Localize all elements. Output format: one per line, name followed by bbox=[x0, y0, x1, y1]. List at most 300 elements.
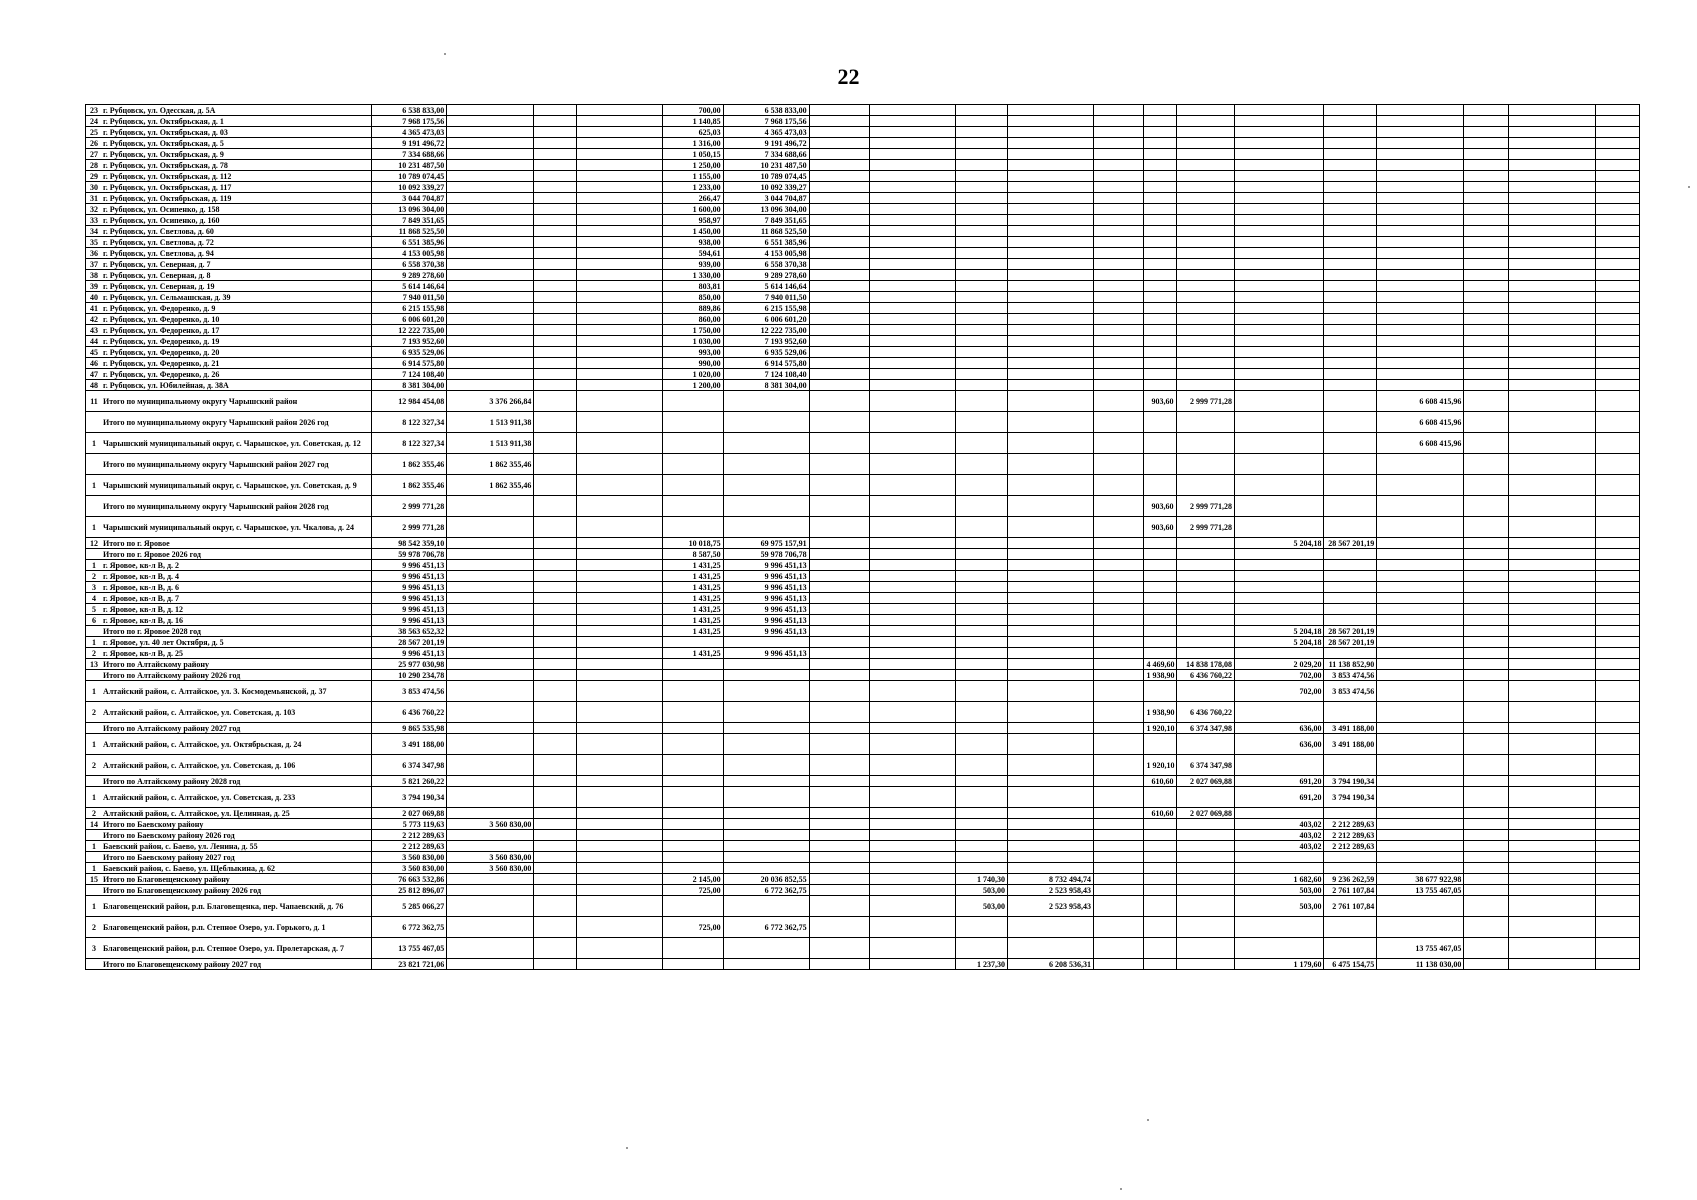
value-cell: 1 862 355,46 bbox=[447, 454, 534, 475]
table-row bbox=[86, 248, 1640, 259]
value-cell bbox=[1324, 604, 1377, 615]
value-cell: 2 212 289,63 bbox=[1324, 830, 1377, 841]
row-label-cell bbox=[86, 314, 372, 325]
value-cell: 12 984 454,08 bbox=[371, 391, 447, 412]
row-number: 11 bbox=[90, 396, 98, 406]
value-cell bbox=[1596, 517, 1640, 538]
value-cell bbox=[1007, 830, 1093, 841]
table-row bbox=[86, 215, 1640, 226]
value-cell bbox=[447, 874, 534, 885]
row-label: Чарышский муниципальный округ, с. Чарышское, ул. Советская, д. 9 bbox=[103, 480, 357, 490]
row-label: Баевский район, с. Баево, ул. Ленина, д. 55 bbox=[103, 841, 258, 851]
value-cell: 3 794 190,34 bbox=[1324, 776, 1377, 787]
value-cell bbox=[1176, 171, 1234, 182]
value-cell bbox=[1509, 808, 1596, 819]
value-cell bbox=[534, 808, 576, 819]
value-cell bbox=[1176, 412, 1234, 433]
row-label-cell bbox=[86, 959, 372, 970]
value-cell bbox=[1324, 412, 1377, 433]
value-cell bbox=[1596, 138, 1640, 149]
row-label: Алтайский район, с. Алтайское, ул. Советская, д. 106 bbox=[103, 760, 296, 770]
value-cell bbox=[1377, 281, 1464, 292]
value-cell bbox=[1144, 270, 1176, 281]
value-cell bbox=[1377, 149, 1464, 160]
value-cell bbox=[956, 852, 1008, 863]
value-cell: 1 431,25 bbox=[662, 615, 723, 626]
value-cell bbox=[809, 819, 870, 830]
value-cell bbox=[1464, 776, 1509, 787]
value-cell bbox=[1176, 204, 1234, 215]
value-cell bbox=[1509, 874, 1596, 885]
row-label: г. Рубцовск, ул. Одесская, д. 5А bbox=[103, 105, 216, 115]
value-cell bbox=[1324, 259, 1377, 270]
table-row bbox=[86, 454, 1640, 475]
row-label: г. Рубцовск, ул. Октябрьская, д. 9 bbox=[103, 149, 224, 159]
value-cell bbox=[1144, 105, 1176, 116]
value-cell bbox=[1093, 734, 1143, 755]
value-cell bbox=[1176, 582, 1234, 593]
value-cell bbox=[956, 538, 1008, 549]
value-cell bbox=[870, 496, 956, 517]
value-cell bbox=[1093, 270, 1143, 281]
value-cell bbox=[1596, 454, 1640, 475]
value-cell bbox=[870, 105, 956, 116]
value-cell bbox=[1144, 885, 1176, 896]
value-cell bbox=[870, 259, 956, 270]
table-row bbox=[86, 292, 1640, 303]
value-cell bbox=[1176, 917, 1234, 938]
value-cell bbox=[870, 475, 956, 496]
value-cell bbox=[1324, 127, 1377, 138]
value-cell: 2 212 289,63 bbox=[1324, 819, 1377, 830]
table-row bbox=[86, 105, 1640, 116]
value-cell bbox=[534, 755, 576, 776]
value-cell bbox=[1377, 347, 1464, 358]
value-cell bbox=[809, 776, 870, 787]
value-cell bbox=[534, 193, 576, 204]
value-cell bbox=[809, 369, 870, 380]
value-cell bbox=[1464, 734, 1509, 755]
value-cell bbox=[1377, 702, 1464, 723]
row-label: г. Рубцовск, ул. Светлова, д. 94 bbox=[103, 248, 214, 258]
value-cell: 803,81 bbox=[662, 281, 723, 292]
value-cell bbox=[1464, 226, 1509, 237]
value-cell bbox=[576, 841, 662, 852]
value-cell bbox=[1509, 648, 1596, 659]
value-cell bbox=[576, 648, 662, 659]
row-number: 3 bbox=[92, 943, 96, 953]
value-cell: 1 740,30 bbox=[956, 874, 1008, 885]
value-cell bbox=[956, 830, 1008, 841]
value-cell bbox=[1464, 433, 1509, 454]
value-cell bbox=[1464, 475, 1509, 496]
value-cell bbox=[534, 549, 576, 560]
value-cell bbox=[447, 571, 534, 582]
value-cell bbox=[1235, 303, 1324, 314]
value-cell bbox=[662, 475, 723, 496]
table-row bbox=[86, 755, 1640, 776]
value-cell bbox=[1596, 593, 1640, 604]
row-number: 5 bbox=[92, 604, 96, 614]
value-cell bbox=[534, 787, 576, 808]
value-cell bbox=[1464, 938, 1509, 959]
value-cell bbox=[723, 938, 809, 959]
row-label: Итого по Баевскому району 2026 год bbox=[103, 830, 235, 840]
value-cell bbox=[723, 841, 809, 852]
row-label: Благовещенский район, р.п. Степное Озеро, ул. Горького, д. 1 bbox=[103, 922, 326, 932]
value-cell bbox=[1324, 917, 1377, 938]
table-row bbox=[86, 259, 1640, 270]
value-cell bbox=[534, 138, 576, 149]
value-cell: 11 138 030,00 bbox=[1377, 959, 1464, 970]
value-cell bbox=[447, 204, 534, 215]
value-cell: 7 193 952,60 bbox=[723, 336, 809, 347]
value-cell bbox=[870, 226, 956, 237]
value-cell bbox=[1007, 723, 1093, 734]
value-cell bbox=[576, 204, 662, 215]
value-cell bbox=[576, 105, 662, 116]
value-cell: 10 231 487,50 bbox=[371, 160, 447, 171]
value-cell bbox=[1509, 841, 1596, 852]
row-label: г. Яровое, кв-л В, д. 12 bbox=[103, 604, 184, 614]
value-cell bbox=[956, 204, 1008, 215]
value-cell: 903,60 bbox=[1144, 496, 1176, 517]
value-cell bbox=[447, 959, 534, 970]
value-cell bbox=[576, 182, 662, 193]
row-label: г. Рубцовск, ул. Октябрьская, д. 119 bbox=[103, 193, 232, 203]
row-number: 38 bbox=[90, 270, 98, 280]
value-cell bbox=[1176, 896, 1234, 917]
value-cell bbox=[1235, 412, 1324, 433]
row-label-cell bbox=[86, 670, 372, 681]
value-cell bbox=[662, 852, 723, 863]
value-cell bbox=[1176, 475, 1234, 496]
value-cell bbox=[1324, 215, 1377, 226]
value-cell bbox=[1324, 281, 1377, 292]
table-row bbox=[86, 149, 1640, 160]
value-cell bbox=[1144, 538, 1176, 549]
value-cell bbox=[1596, 127, 1640, 138]
value-cell bbox=[1176, 369, 1234, 380]
value-cell bbox=[1093, 358, 1143, 369]
value-cell bbox=[1176, 841, 1234, 852]
value-cell bbox=[1596, 369, 1640, 380]
value-cell bbox=[1324, 358, 1377, 369]
value-cell bbox=[447, 841, 534, 852]
value-cell bbox=[447, 182, 534, 193]
value-cell bbox=[1176, 215, 1234, 226]
value-cell bbox=[1596, 412, 1640, 433]
value-cell bbox=[576, 270, 662, 281]
value-cell: 860,00 bbox=[662, 314, 723, 325]
row-label-cell bbox=[86, 538, 372, 549]
value-cell bbox=[1377, 237, 1464, 248]
value-cell bbox=[1377, 734, 1464, 755]
table-row bbox=[86, 116, 1640, 127]
value-cell bbox=[534, 637, 576, 648]
row-number: 32 bbox=[90, 204, 98, 214]
row-label: г. Рубцовск, ул. Федоренко, д. 20 bbox=[103, 347, 220, 357]
row-label: Итого по Алтайскому району 2026 год bbox=[103, 670, 241, 680]
row-label-cell bbox=[86, 938, 372, 959]
value-cell bbox=[870, 412, 956, 433]
value-cell bbox=[662, 659, 723, 670]
value-cell bbox=[1377, 270, 1464, 281]
value-cell bbox=[1324, 270, 1377, 281]
row-label: г. Рубцовск, ул. Северная, д. 8 bbox=[103, 270, 211, 280]
value-cell bbox=[870, 593, 956, 604]
value-cell: 28 567 201,19 bbox=[1324, 626, 1377, 637]
value-cell bbox=[1144, 127, 1176, 138]
value-cell bbox=[1144, 182, 1176, 193]
value-cell: 3 044 704,87 bbox=[371, 193, 447, 204]
value-cell bbox=[1464, 259, 1509, 270]
value-cell bbox=[956, 475, 1008, 496]
value-cell: 4 365 473,03 bbox=[371, 127, 447, 138]
value-cell bbox=[447, 637, 534, 648]
row-number: 12 bbox=[90, 538, 98, 548]
value-cell bbox=[956, 787, 1008, 808]
value-cell: 3 853 474,56 bbox=[1324, 681, 1377, 702]
value-cell bbox=[1144, 237, 1176, 248]
value-cell: 610,60 bbox=[1144, 808, 1176, 819]
value-cell: 6 558 370,38 bbox=[723, 259, 809, 270]
row-label-cell bbox=[86, 659, 372, 670]
value-cell bbox=[956, 659, 1008, 670]
value-cell bbox=[1324, 582, 1377, 593]
value-cell bbox=[1596, 659, 1640, 670]
value-cell bbox=[576, 380, 662, 391]
value-cell bbox=[1324, 560, 1377, 571]
value-cell bbox=[1377, 204, 1464, 215]
row-label-cell bbox=[86, 615, 372, 626]
value-cell bbox=[723, 454, 809, 475]
value-cell: 702,00 bbox=[1235, 681, 1324, 702]
value-cell bbox=[1377, 226, 1464, 237]
value-cell bbox=[534, 391, 576, 412]
row-label-cell bbox=[86, 160, 372, 171]
value-cell bbox=[1464, 863, 1509, 874]
value-cell bbox=[870, 215, 956, 226]
value-cell bbox=[1324, 755, 1377, 776]
value-cell bbox=[870, 270, 956, 281]
value-cell bbox=[447, 787, 534, 808]
value-cell bbox=[1093, 670, 1143, 681]
value-cell bbox=[1007, 648, 1093, 659]
value-cell: 8 732 494,74 bbox=[1007, 874, 1093, 885]
value-cell: 1 431,25 bbox=[662, 571, 723, 582]
value-cell bbox=[809, 723, 870, 734]
value-cell bbox=[1235, 648, 1324, 659]
value-cell bbox=[447, 281, 534, 292]
value-cell bbox=[534, 615, 576, 626]
value-cell: 1 862 355,46 bbox=[371, 475, 447, 496]
value-cell bbox=[534, 917, 576, 938]
value-cell: 702,00 bbox=[1235, 670, 1324, 681]
value-cell bbox=[956, 127, 1008, 138]
value-cell bbox=[956, 702, 1008, 723]
value-cell bbox=[1093, 659, 1143, 670]
value-cell bbox=[1176, 560, 1234, 571]
value-cell bbox=[1509, 896, 1596, 917]
value-cell bbox=[1509, 702, 1596, 723]
value-cell bbox=[956, 560, 1008, 571]
value-cell: 1 431,25 bbox=[662, 648, 723, 659]
row-label-cell bbox=[86, 138, 372, 149]
row-label-cell bbox=[86, 517, 372, 538]
value-cell: 889,86 bbox=[662, 303, 723, 314]
value-cell bbox=[1176, 787, 1234, 808]
value-cell bbox=[809, 454, 870, 475]
value-cell bbox=[1377, 670, 1464, 681]
row-number: 25 bbox=[90, 127, 98, 137]
value-cell bbox=[534, 433, 576, 454]
value-cell bbox=[1007, 637, 1093, 648]
value-cell bbox=[534, 292, 576, 303]
value-cell bbox=[1093, 380, 1143, 391]
value-cell bbox=[1509, 538, 1596, 549]
table-row bbox=[86, 863, 1640, 874]
value-cell bbox=[662, 496, 723, 517]
value-cell bbox=[1377, 182, 1464, 193]
value-cell bbox=[576, 593, 662, 604]
value-cell bbox=[1464, 917, 1509, 938]
row-number: 14 bbox=[90, 819, 98, 829]
value-cell bbox=[1007, 734, 1093, 755]
table-row bbox=[86, 517, 1640, 538]
value-cell bbox=[956, 517, 1008, 538]
value-cell bbox=[1324, 193, 1377, 204]
value-cell bbox=[1144, 347, 1176, 358]
value-cell bbox=[870, 292, 956, 303]
value-cell bbox=[1176, 380, 1234, 391]
value-cell bbox=[1235, 127, 1324, 138]
value-cell bbox=[809, 637, 870, 648]
value-cell bbox=[1235, 226, 1324, 237]
value-cell bbox=[1144, 412, 1176, 433]
row-label: г. Рубцовск, ул. Осипенко, д. 158 bbox=[103, 204, 220, 214]
value-cell: 7 849 351,65 bbox=[723, 215, 809, 226]
value-cell bbox=[956, 237, 1008, 248]
value-cell: 1 050,15 bbox=[662, 149, 723, 160]
value-cell bbox=[1377, 454, 1464, 475]
value-cell bbox=[809, 670, 870, 681]
value-cell bbox=[1324, 237, 1377, 248]
value-cell bbox=[1007, 433, 1093, 454]
value-cell bbox=[1324, 226, 1377, 237]
value-cell bbox=[576, 292, 662, 303]
value-cell: 3 560 830,00 bbox=[371, 863, 447, 874]
value-cell bbox=[956, 248, 1008, 259]
value-cell: 6 374 347,98 bbox=[1176, 755, 1234, 776]
value-cell bbox=[1007, 454, 1093, 475]
value-cell bbox=[1093, 237, 1143, 248]
value-cell: 990,00 bbox=[662, 358, 723, 369]
value-cell bbox=[1144, 171, 1176, 182]
value-cell bbox=[1509, 885, 1596, 896]
value-cell bbox=[534, 127, 576, 138]
row-label-cell bbox=[86, 454, 372, 475]
row-number: 44 bbox=[90, 336, 98, 346]
value-cell bbox=[1093, 593, 1143, 604]
value-cell: 903,60 bbox=[1144, 391, 1176, 412]
row-label-cell bbox=[86, 391, 372, 412]
value-cell bbox=[1176, 593, 1234, 604]
value-cell bbox=[447, 259, 534, 270]
value-cell bbox=[1509, 412, 1596, 433]
value-cell bbox=[534, 626, 576, 637]
value-cell bbox=[1596, 615, 1640, 626]
value-cell: 6 772 362,75 bbox=[371, 917, 447, 938]
value-cell bbox=[1093, 755, 1143, 776]
row-label: Итого по Баевскому району 2027 год bbox=[103, 852, 235, 862]
value-cell bbox=[809, 896, 870, 917]
value-cell: 12 222 735,00 bbox=[371, 325, 447, 336]
value-cell: 2 027 069,88 bbox=[1176, 808, 1234, 819]
row-number: 1 bbox=[92, 792, 96, 802]
value-cell: 13 755 467,05 bbox=[371, 938, 447, 959]
value-cell bbox=[1176, 959, 1234, 970]
value-cell: 7 124 108,40 bbox=[723, 369, 809, 380]
value-cell bbox=[1093, 841, 1143, 852]
row-label: г. Яровое, кв-л В, д. 25 bbox=[103, 648, 184, 658]
value-cell bbox=[447, 193, 534, 204]
value-cell bbox=[809, 755, 870, 776]
value-cell bbox=[1176, 681, 1234, 702]
value-cell bbox=[870, 626, 956, 637]
value-cell bbox=[1324, 475, 1377, 496]
value-cell: 2 999 771,28 bbox=[1176, 391, 1234, 412]
value-cell bbox=[1509, 549, 1596, 560]
value-cell: 625,03 bbox=[662, 127, 723, 138]
row-label-cell bbox=[86, 582, 372, 593]
value-cell bbox=[447, 171, 534, 182]
value-cell bbox=[1464, 215, 1509, 226]
table-row bbox=[86, 776, 1640, 787]
value-cell bbox=[576, 259, 662, 270]
value-cell bbox=[534, 830, 576, 841]
value-cell bbox=[1509, 959, 1596, 970]
value-cell bbox=[1596, 538, 1640, 549]
value-cell bbox=[1509, 248, 1596, 259]
value-cell bbox=[534, 171, 576, 182]
value-cell bbox=[534, 149, 576, 160]
value-cell bbox=[1007, 248, 1093, 259]
value-cell bbox=[576, 582, 662, 593]
value-cell bbox=[576, 604, 662, 615]
table-row bbox=[86, 347, 1640, 358]
value-cell: 9 996 451,13 bbox=[371, 604, 447, 615]
value-cell bbox=[1596, 171, 1640, 182]
row-label-cell bbox=[86, 496, 372, 517]
value-cell bbox=[1007, 314, 1093, 325]
value-cell bbox=[1509, 369, 1596, 380]
value-cell: 3 491 188,00 bbox=[371, 734, 447, 755]
row-number: 2 bbox=[92, 648, 96, 658]
value-cell: 725,00 bbox=[662, 917, 723, 938]
value-cell bbox=[1007, 325, 1093, 336]
value-cell bbox=[956, 863, 1008, 874]
value-cell: 9 865 535,98 bbox=[371, 723, 447, 734]
value-cell: 6 006 601,20 bbox=[723, 314, 809, 325]
value-cell bbox=[1176, 604, 1234, 615]
row-number: 28 bbox=[90, 160, 98, 170]
value-cell bbox=[1377, 116, 1464, 127]
value-cell bbox=[1093, 391, 1143, 412]
row-label-cell bbox=[86, 787, 372, 808]
value-cell: 1 250,00 bbox=[662, 160, 723, 171]
row-label-cell bbox=[86, 358, 372, 369]
